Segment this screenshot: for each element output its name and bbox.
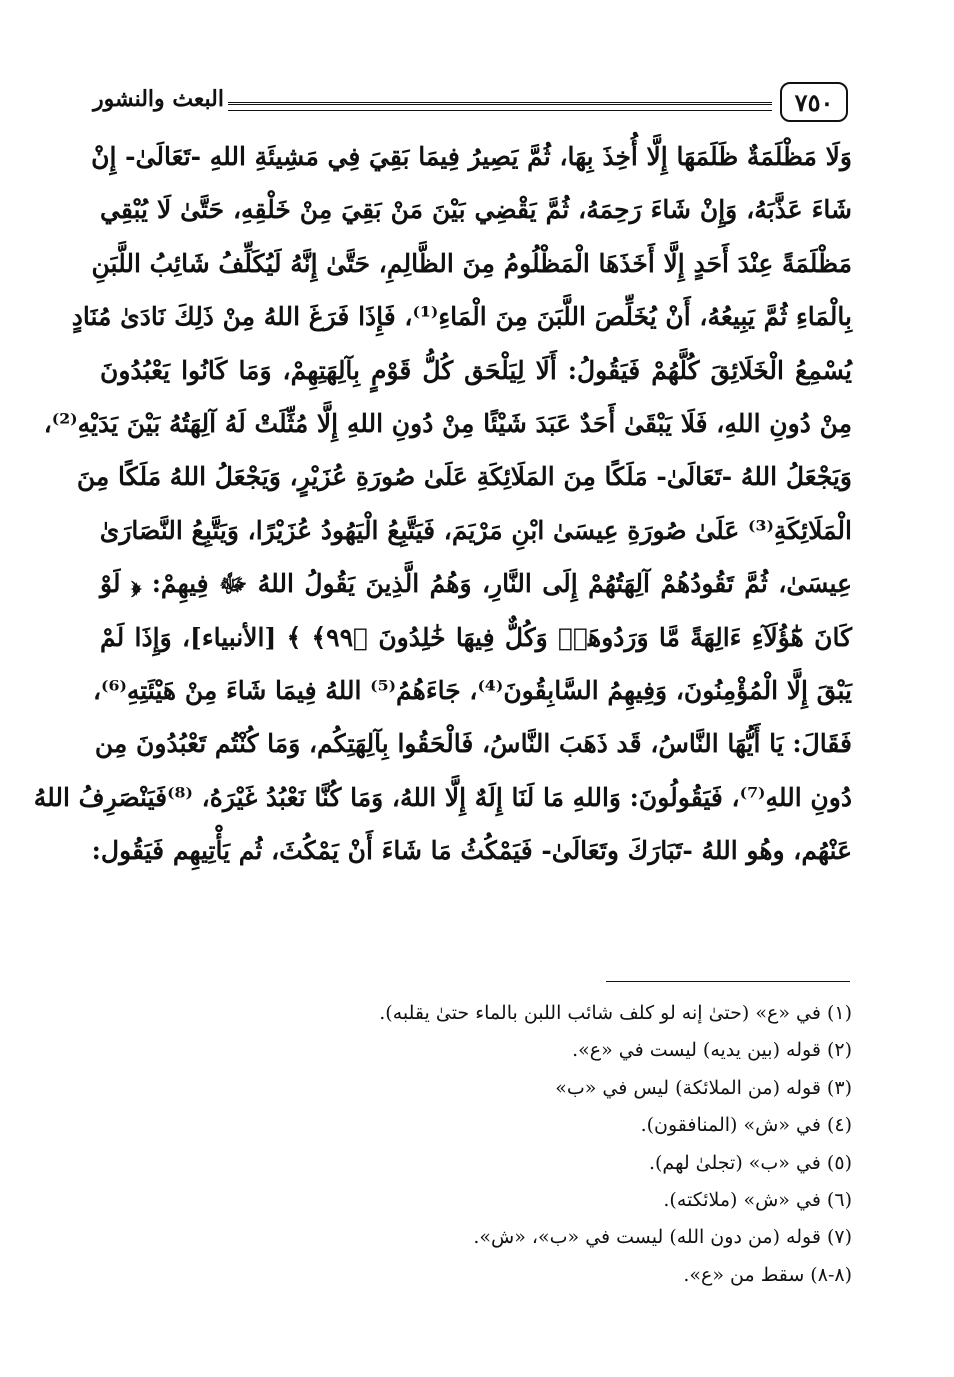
footnote: (٣) قوله (من الملائكة) ليس في «ب» [555, 1076, 852, 1099]
text-line: مِنْ دُونِ اللهِ، فَلَا يَبْقَىٰ أَحَدٌ عَبَدَ شَيْئًا مِنْ دُونِ اللهِ إِلَّا مُثِّلَتْ لَهُ آلِهَتُهُ بَيْنَ يَدَيْهِ⁽²⁾، [43, 408, 852, 438]
page-header [92, 82, 848, 126]
page-number: ٧٥٠ [780, 82, 848, 122]
text-line: شَاءَ عَذَّبَهُ، وَإِنْ شَاءَ رَحِمَهُ، ثُمَّ يَقْضِي بَيْنَ مَنْ بَقِيَ مِنْ خَلْقِهِ، حَتَّىٰ لَا يُبْقِي [100, 195, 852, 225]
footnote: (٨-٨) سقط من «ع». [683, 1263, 852, 1286]
footnote: (١) في «ع» (حتىٰ إنه لو كلف شائب اللبن بالماء حتىٰ يقلبه). [379, 1002, 852, 1024]
footnote: (٧) قوله (من دون الله) ليست في «ب»، «ش». [473, 1226, 852, 1249]
text-line: وَلَا مَظْلَمَةٌ ظَلَمَهَا إِلَّا أُخِذَ بِهَا، ثُمَّ يَصِيرُ فِيمَا بَقِيَ فِي مَشِيئَةِ اللهِ -تَعَالَىٰ- إِنْ [91, 142, 852, 171]
text-line: يَبْقَ إِلَّا الْمُؤْمِنُونَ، وَفِيهِمُ السَّابِقُونَ⁽⁴⁾، جَاءَهُمُ⁽⁵⁾ اللهُ فِيمَا شَاءَ مِنْ هَيْئَتِهِ⁽⁶⁾، [92, 675, 852, 705]
quran-verse-line: كَانَ هَٰٓؤُلَآءِ ءَالِهَةً مَّا وَرَدُوهَاۖ وَكُلٌّ فِيهَا خَٰلِدُونَ ﴿٩٩﴾ ﴾ [الأنبياء]، وَإِذَا لَمْ [100, 622, 852, 652]
footnote: (٢) قوله (بين يديه) ليست في «ع». [572, 1039, 852, 1062]
text-line: الْمَلَائِكَةِ⁽³⁾ عَلَىٰ صُورَةِ عِيسَىٰ ابْنِ مَرْيَمَ، فَيَتَّبِعُ الْيَهُودُ عُزَيْرًا، وَيَتَّبِعُ النَّصَارَىٰ [99, 515, 852, 545]
header-rule-inner [228, 110, 772, 111]
footnotes [100, 995, 852, 1294]
text-line: عَنْهُم، وهُو اللهُ -تَبَارَكَ وتَعَالَىٰ- فَيَمْكُثُ مَا شَاءَ أَنْ يَمْكُثَ، ثُم يَأْتِيهِم فَيَقُول: [91, 836, 852, 866]
text-line: مَظْلَمَةً عِنْدَ أَحَدٍ إِلَّا أَخَذَهَا الْمَظْلُومُ مِنَ الظَّالِمِ، حَتَّىٰ إِنَّهُ لَيُكَلِّفُ شَائِبُ اللَّبَنِ [91, 248, 852, 278]
text-line: وَيَجْعَلُ اللهُ -تَعَالَىٰ- مَلَكًا مِنَ المَلَائِكَةِ عَلَىٰ صُورَةِ عُزَيْرٍ، وَيَجْعَلُ اللهُ مَلَكًا مِنَ [76, 462, 852, 492]
footnote: (٦) في «ش» (ملائكته). [663, 1189, 852, 1212]
text-line: يُسْمِعُ الْخَلَائِقَ كُلَّهُمْ فَيَقُولُ: أَلَا لِيَلْحَق كُلُّ قَوْمٍ بِآلِهَتِهِمْ، وَمَا كَانُوا يَعْبُدُونَ [100, 355, 852, 385]
book-title: البعث والنشور [92, 86, 224, 112]
footnote: (٥) في «ب» (تجلىٰ لهم). [648, 1151, 852, 1174]
footnote: (٤) في «ش» (المنافقون). [640, 1114, 852, 1137]
text-line: بِالْمَاءِ ثُمَّ يَبِيعُهُ، أَنْ يُخَلِّصَ اللَّبَنَ مِنَ الْمَاءِ⁽¹⁾، فَإِذَا فَرَغَ اللهُ مِنْ ذَلِكَ نَادَىٰ مُنَادٍ [71, 302, 852, 332]
text-line: عِيسَىٰ، ثُمَّ تَقُودُهُمْ آلِهَتُهُمْ إِلَى النَّارِ، وَهُمُ الَّذِينَ يَقُولُ اللهُ ﷻ فِيهِمْ: ﴿ لَوْ [100, 569, 852, 599]
header-rule [228, 102, 772, 105]
text-line: فَقَالَ: يَا أَيُّهَا النَّاسُ، قَد ذَهَبَ النَّاسُ، فَالْحَقُوا بِآلِهَتِكُم، وَمَا كُنْتُم تَعْبُدُونَ مِن [94, 729, 852, 759]
text-line: دُونِ اللهِ⁽⁷⁾، فَيَقُولُونَ: وَاللهِ مَا لَنَا إِلَهٌ إِلَّا اللهُ، وَمَا كُنَّا نَعْبُدُ غَيْرَهُ، ⁽⁸⁾فَيَنْصَرِفُ اللهُ [33, 782, 852, 812]
main-text [33, 130, 852, 877]
footnote-separator [606, 981, 850, 982]
